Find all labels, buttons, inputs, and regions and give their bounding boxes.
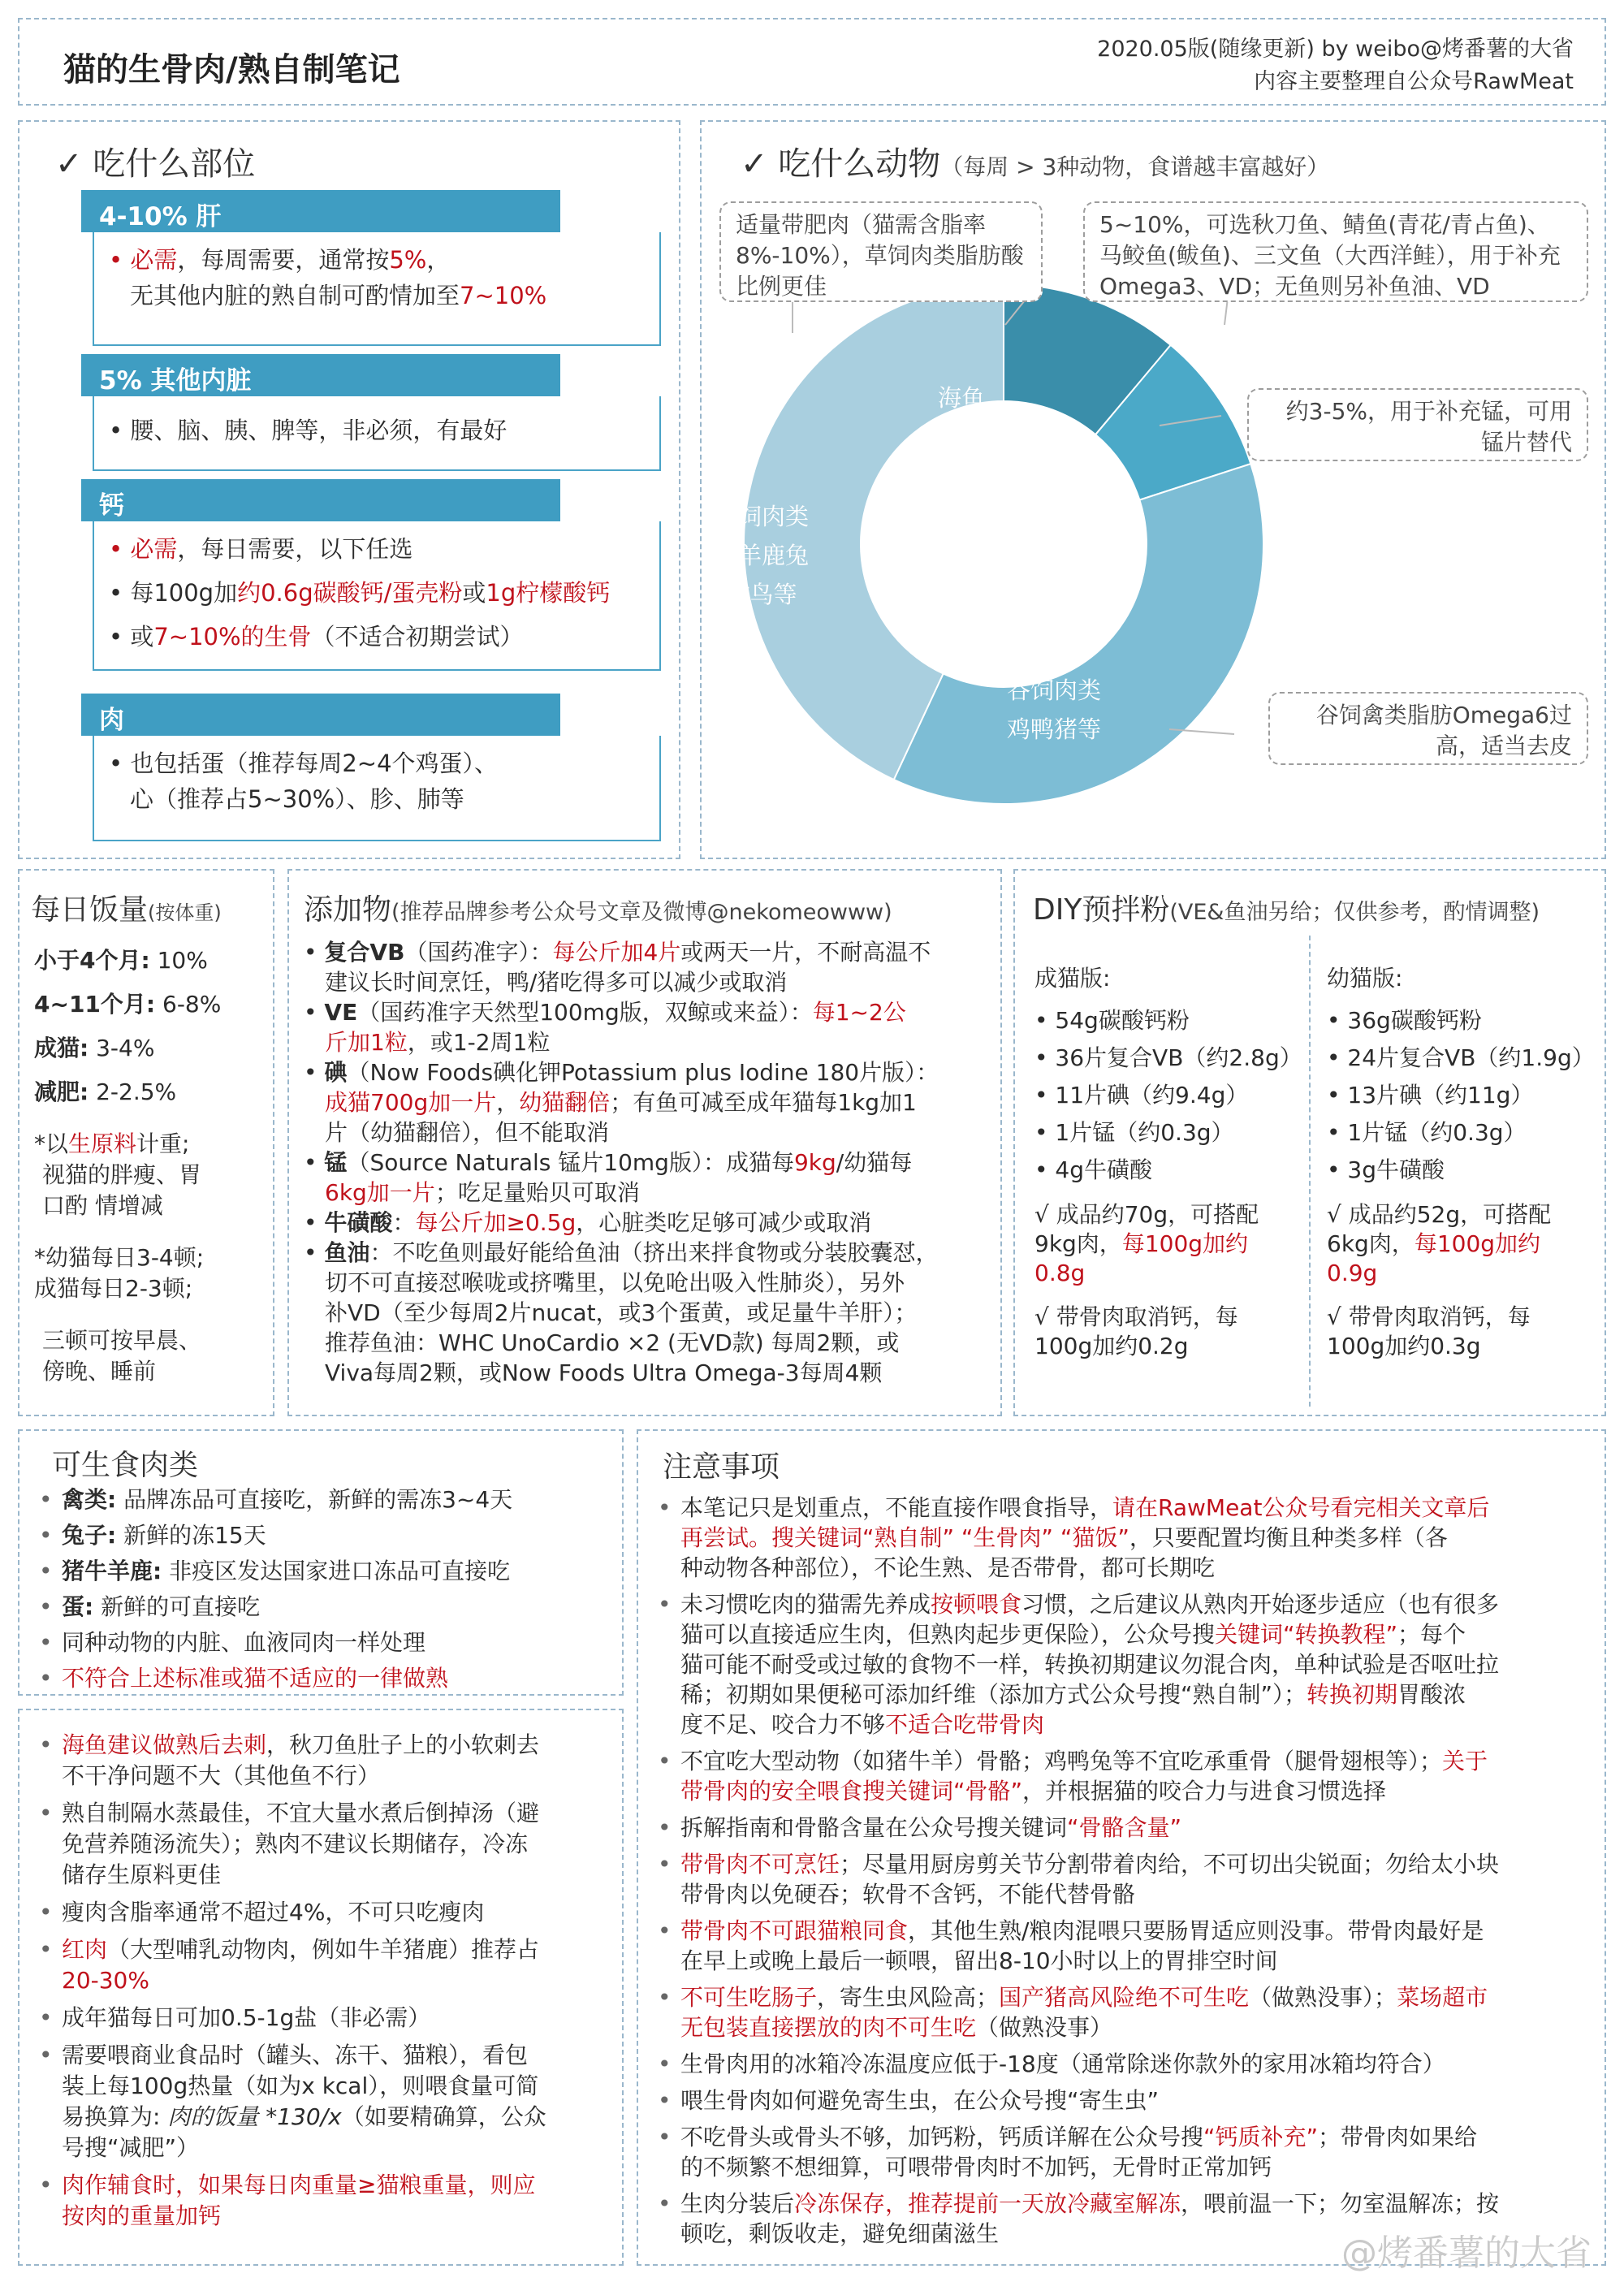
liver-box: • 必需，每周需要，通常按5%， 无其他内脏的熟自制可酌情加至7~10% bbox=[93, 232, 661, 346]
header-version: 2020.05版(随缘更新) by weibo@烤番薯的大省 bbox=[1097, 37, 1574, 62]
label-grass-1: 草饲肉类 bbox=[714, 503, 810, 530]
callout-poultry: 谷饲禽类脂肪Omega6过高，适当去皮 bbox=[1268, 692, 1588, 765]
meat-box: • 也包括蛋（推荐每周2~4个鸡蛋）、 心（推荐占5~30%）、胗、肺等 bbox=[93, 736, 661, 841]
label-grain-1: 谷饲肉类 bbox=[1006, 676, 1102, 704]
label-shellfish: 贻贝 bbox=[1036, 434, 1085, 462]
daily-amount-panel bbox=[18, 869, 274, 1416]
additives-title: 添加物(推荐品牌参考公众号文章及微博@nekomeowww) bbox=[304, 893, 892, 927]
liver-tab: 4-10% 肝 bbox=[81, 190, 560, 232]
weibo-watermark: @烤番薯的大省 bbox=[1341, 2232, 1592, 2274]
header-source: 内容主要整理自公众号RawMeat bbox=[1254, 69, 1574, 94]
notes-list: • 本笔记只是划重点，不能直接作喂食指导，请在RawMeat公众号看完相关文章后 再尝试。搜关键词“熟自制” “生骨肉” “猫饭”，只要配置均衡且种类多样（各 种动物各种部位），不论生熟、是否带骨，都可长期吃 • 未习惯吃肉的猫需先养成按顿喂食习惯，之后建议从熟肉开始逐步适应（也有很多 猫可以直接适应生肉，但熟肉起步更保险），公众号搜关键词“转换教程”；每个 猫可能不耐受或过敏的食物不一样，转换初期建议勿混合肉，单种试验是否呕吐拉 稀；初期如果便秘可添加纤维（添加方式公众号搜“熟自制”）；转换初期胃酸浓 度不足、咬合力不够不适合吃带骨肉 • 不宜吃大型动物（如猪牛羊）骨骼；鸡鸭兔等不宜吃承重骨（腿骨翅根等）；关于 带骨肉的安全喂食搜关键词“骨骼”，并根据猫的咬合力与进食习惯选择 • 拆解指南和骨骼含量在公众号搜关键词“骨骼含量” • 带骨肉不可烹饪；尽量用厨房剪关节分割带着肉给，不可切出尖锐面；勿给太小块 带骨肉以免硬吞；软骨不含钙，不能代替骨骼 • 带骨肉不可跟猫粮同食，其他生熟/粮肉混喂只要肠胃适应则没事。带骨肉最好是 在早上或晚上最后一顿喂，留出8-10小时以上的胃排空时间 • 不可生吃肠子，寄生虫风险高；国产猪高风险绝不可生吃（做熟没事）；菜场超市 无包装直接摆放的肉不可生吃（做熟没事） • 生骨肉用的冰箱冷冻温度应低于-18度（通常除迷你款外的家用冰箱均符合） • 喂生骨肉如何避免寄生虫，在公众号搜“寄生虫” • 不吃骨头或骨头不够，加钙粉，钙质详解在公众号搜“钙质补充”；带骨肉如果给 的不频繁不想细算，可喂带骨肉时不加钙，无骨时正常加钙 • 生肉分装后冷冻保存，推荐提前一天放冷藏室解冻，喂前温一下；勿室温解冻；按 顿吃，剩饭收走，避免细菌滋生 bbox=[653, 1493, 1598, 2255]
additives-list: • 复合VB（国药准字）：每公斤加4片或两天一片，不耐高温不 建议长时间烹饪，鸭/猪吃得多可以减少或取消 • VE（国药准字天然型100mg版，双鲸或来益）：每1~2公 斤加1粒，或1-2周1粒 • 碘（Now Foods碘化钾Potassium plus Iodine 180片版）： 成猫700g加一片，幼猫翻倍；有鱼可减至成年猫每1kg加1 片（幼猫翻倍），但不能取消 • 锰（Source Naturals 锰片10mg版）：成猫每9kg/幼猫每 6kg加一片；吃足量贻贝可取消 • 牛磺酸：每公斤加≥0.5g，心脏类吃足够可减少或取消 • 鱼油：不吃鱼则最好能给鱼油（挤出来拌食物或分装胶囊怼， 切不可直接怼喉咙或挤嘴里，以免呛出吸入性肺炎），另外 补VD（至少每周2片nucat，或3个蛋黄，或足量牛羊肝）； 推荐鱼油：WHC UnoCardio ×2 (无VD款) 每周2颗，或 Viva每周2颗，或Now Foods Ultra Omega-3每周4颗 bbox=[304, 939, 939, 1386]
additives-panel bbox=[287, 869, 1002, 1416]
header-panel bbox=[18, 18, 1606, 106]
daily-ratio-list: 小于4个月: 10% 4~11个月: 6-8% 成猫: 3-4% 减肥: 2-2.5% bbox=[34, 947, 222, 1105]
tips-list: • 海鱼建议做熟后去刺，秋刀鱼肚子上的小软刺去 不干净问题不大（其他鱼不行） • 熟自制隔水蒸最佳，不宜大量水煮后倒掉汤（避 免营养随汤流失）；熟肉不建议长期储存，冷冻 储存生原料更佳 • 瘦肉含脂率通常不超过4%，不可只吃瘦肉 • 红肉（大型哺乳动物肉，例如牛羊猪鹿）推荐占 20-30% • 成年猫每日可加0.5-1g盐（非必需） • 需要喂商业食品时（罐头、冻干、猫粮），看包 装上每100g热量（如为x kcal），则喂食量可简 易换算为: 肉的饭量 *130/x（如要精确算，公众 号搜“减肥”） • 肉作辅食时，如果每日肉重量≥猫粮重量，则应 按肉的重量加钙 bbox=[34, 1730, 615, 2238]
organs-box: • 腰、脑、胰、脾等，非必须，有最好 bbox=[93, 396, 661, 471]
raw-edible-title: 可生食肉类 bbox=[52, 1449, 199, 1482]
premix-panel bbox=[1013, 869, 1606, 1416]
animals-title: ✓ 吃什么动物（每周 > 3种动物，食谱越丰富越好） bbox=[741, 145, 1330, 183]
callout-shellfish: 约3-5%，用于补充锰，可用锰片替代 bbox=[1247, 388, 1588, 461]
premix-title: DIY预拌粉(VE&鱼油另给；仅供参考，酌情调整) bbox=[1033, 893, 1540, 927]
raw-edible-panel bbox=[18, 1429, 624, 1696]
tips-panel bbox=[18, 1709, 624, 2266]
animals-panel bbox=[700, 120, 1606, 859]
calcium-box: • 必需，每日需要，以下任选 • 每100g加约0.6g碳酸钙/蛋壳粉或1g柠檬酸钙 • 或7~10%的生骨（不适合初期尝试） bbox=[93, 521, 661, 671]
premix-adult: 成猫版: • 54g碳酸钙粉 • 36片复合VB（约2.8g） • 11片碘（约9.4g） • 1片锰（约0.3g） • 4g牛磺酸 √ 成品约70g，可搭配 9kg肉，每100g加约 0.8g √ 带骨肉取消钙，每 100g加约0.2g bbox=[1034, 965, 1302, 1359]
raw-edible-list: • 禽类: 品牌冻品可直接吃，新鲜的需冻3~4天 • 兔子: 新鲜的冻15天 • 猪牛羊鹿: 非疫区发达国家进口冻品可直接吃 • 蛋: 新鲜的可直接吃 • 同种动物的内脏、血液同肉一样处理 • 不符合上述标准或猫不适应的一律做熟 bbox=[34, 1485, 615, 1701]
segment-grain-fed bbox=[894, 464, 1263, 804]
page-title: 猫的生骨肉/熟自制笔记 bbox=[63, 51, 400, 89]
parts-title: ✓ 吃什么部位 bbox=[55, 145, 256, 183]
callout-fish: 5~10%，可选秋刀鱼、鲭鱼(青花/青占鱼)、马鲛鱼(鲅鱼)、三文鱼（大西洋鲑），用于补充Omega3、VD；无鱼则另补鱼油、VD bbox=[1083, 201, 1588, 302]
meat-tab: 肉 bbox=[81, 694, 560, 736]
notes-panel bbox=[637, 1429, 1606, 2266]
daily-notes: *以生原料计重; 视猫的胖瘦、胃 口酌 情增减 *幼猫每日3-4顿; 成猫每日2-3顿; 三顿可按早晨、 傍晚、睡前 bbox=[34, 1130, 205, 1385]
notes-title: 注意事项 bbox=[663, 1450, 780, 1484]
callout-fat-ratio: 适量带肥肉（猫需含脂率 8%-10%），草饲肉类脂肪酸比例更佳 bbox=[719, 201, 1043, 302]
premix-kitten: 幼猫版: • 36g碳酸钙粉 • 24片复合VB（约1.9g） • 13片碘（约11g） • 1片锰（约0.3g） • 3g牛磺酸 √ 成品约52g，可搭配 6kg肉，每100g加约 0.9g √ 带骨肉取消钙，每 100g加约0.3g bbox=[1327, 965, 1595, 1359]
label-grass-3: 鸵鸟等 bbox=[726, 581, 797, 608]
organs-tab: 5% 其他内脏 bbox=[81, 354, 560, 396]
parts-panel bbox=[18, 120, 680, 859]
premix-divider bbox=[1309, 936, 1311, 1407]
label-grass-2: 牛羊鹿兔 bbox=[714, 542, 810, 569]
label-grain-2: 鸡鸭猪等 bbox=[1006, 715, 1102, 743]
label-fish: 海鱼 bbox=[937, 384, 986, 412]
daily-title: 每日饭量(按体重) bbox=[31, 893, 222, 927]
calcium-tab: 钙 bbox=[81, 479, 560, 521]
